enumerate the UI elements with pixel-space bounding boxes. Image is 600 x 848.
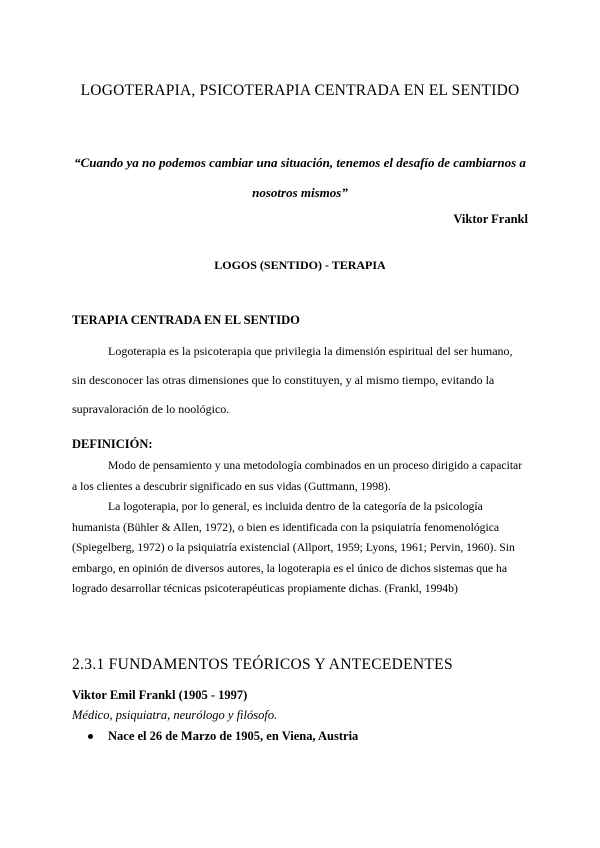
bullet-text: Nace el 26 de Marzo de 1905, en Viena, Austria xyxy=(108,729,359,743)
person-professions: Médico, psiquiatra, neurólogo y filósofo. xyxy=(72,708,278,722)
definition-paragraph-2: La logoterapia, por lo general, es incluida dentro de la categoría de la psicología humanista (Bühler & Allen, 1972), o bien es identificada con la psiquiatría fenomenológica (Spiegelberg, 1972) o la psiquiatría existencial (Allport, 1959; Lyons, 1961; Pervin, 1960). Sin embargo, en opinión de diversos autores, la logoterapia es el único de dichos sistemas que ha logrado desarrollar técnicas psicoterapéuticas propiamente dichas. (Frankl, 1994b) xyxy=(72,500,515,595)
section-heading: TERAPIA CENTRADA EN EL SENTIDO xyxy=(72,313,300,327)
definition-paragraph-1: Modo de pensamiento y una metodología combinados en un proceso dirigido a capacitar a los clientes a descubrir significado en sus vidas (Guttmann, 1998). xyxy=(72,459,523,493)
document-subtitle: LOGOS (SENTIDO) - TERAPIA xyxy=(214,258,386,272)
section-paragraph: Logoterapia es la psicoterapia que privilegia la dimensión espiritual del ser humano, sin desconocer las otras dimensiones que lo constituyen, y al mismo tiempo, evitando la supravaloración de lo noológico. xyxy=(72,344,513,416)
bullet-item xyxy=(88,729,358,744)
subsection-heading: 2.3.1 FUNDAMENTOS TEÓRICOS Y ANTECEDENTES xyxy=(72,656,453,673)
epigraph-quote: “Cuando ya no podemos cambiar una situación, tenemos el desafío de cambiarnos a nosotros mismos” xyxy=(74,155,526,200)
bullet-dot-icon xyxy=(88,734,93,739)
person-name: Viktor Emil Frankl (1905 - 1997) xyxy=(72,688,248,702)
definition-heading: DEFINICIÓN: xyxy=(72,437,153,451)
document-title: LOGOTERAPIA, PSICOTERAPIA CENTRADA EN EL SENTIDO xyxy=(80,82,520,99)
quote-author: Viktor Frankl xyxy=(453,212,528,226)
